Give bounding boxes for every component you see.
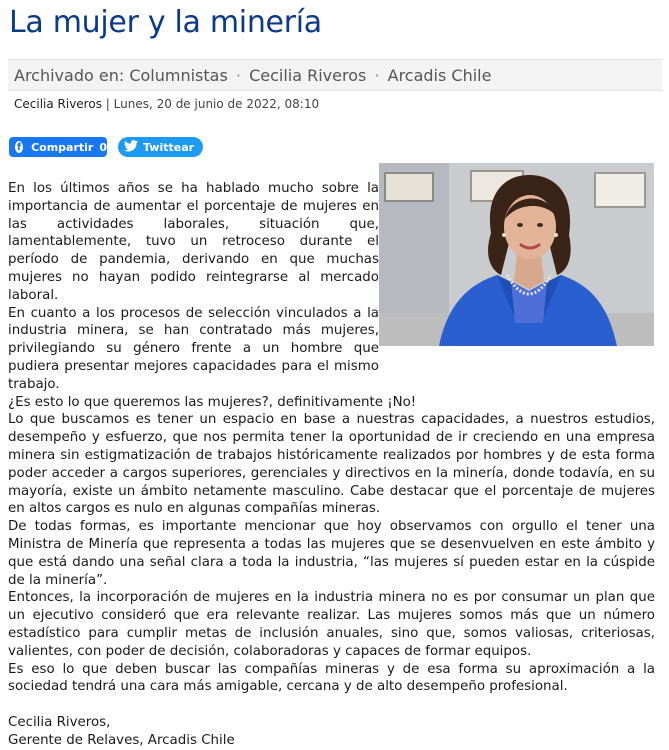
article-paragraph: Entonces, la incorporación de mujeres en la industria minera no es por consumar un plan que un ejecutivo consideró que era relevante realizar. Las mujeres somos más que un número estadístico para cumplir metas de inclusión anuales, sino que, somos valiosas, criteriosas, valientes, con poder de decisión, colaboradoras y capaces de formar equipos. <box>8 590 655 659</box>
page-title: La mujer y la minería <box>9 5 322 40</box>
twitter-share-button[interactable] <box>118 137 203 157</box>
author-name[interactable]: Cecilia Riveros <box>14 97 102 111</box>
tag-separator: · <box>374 66 380 85</box>
article-meta <box>14 97 319 111</box>
article-paragraph: ¿Es esto lo que queremos las mujeres?, definitivamente ¡No! <box>8 394 417 410</box>
facebook-share-label: Compartir <box>31 140 94 154</box>
article-paragraph: Es eso lo que deben buscar las compañías mineras y de esa forma su aproximación a la sociedad tendrá una cara más amigable, cercana y de alto desempeño profesional. <box>8 661 655 695</box>
tag-link-cecilia-riveros[interactable]: Cecilia Riveros <box>249 66 367 85</box>
facebook-share-button[interactable] <box>9 137 107 157</box>
facebook-share-count: 0 <box>99 140 107 154</box>
signature-role: Gerente de Relaves, Arcadis Chile <box>8 732 235 748</box>
twitter-share-label: Twittear <box>143 140 195 154</box>
facebook-icon: f <box>16 142 22 153</box>
tag-separator: · <box>235 66 241 85</box>
article-paragraph: Lo que buscamos es tener un espacio en base a nuestras capacidades, a nuestros estudios, desempeño y esfuerzo, que nos permita tener la oportunidad de ir creciendo en una empresa minera sin estigmatización de trabajos históricamente realizados por hombres y de esta forma poder acceder a cargos superiores, gerenciales y directivos en la minería, donde todavía, en su mayoría, existe un ámbito netamente masculino. Cabe destacar que el porcentaje de mujeres en altos cargos es nulo en algunas compañías mineras. <box>8 412 655 517</box>
archive-bar <box>8 59 662 91</box>
article-body <box>8 180 655 750</box>
article-paragraph: En los últimos años se ha hablado mucho sobre la importancia de aumentar el porcentaje de mujeres en las actividades laborales, situación que, lamentablemente, tuvo un retroceso durante el período de pandemia, derivando en que muchas mujeres no hayan podido reintegrarse al mercado laboral. <box>8 181 379 303</box>
twitter-bird-icon <box>124 140 138 155</box>
publish-date: Lunes, 20 de junio de 2022, 08:10 <box>113 97 320 111</box>
article-paragraph: En cuanto a los procesos de selección vinculados a la industria minera, se han contratado más mujeres, privilegiando su género frente a un hombre que pudiera presentar mejores capacidades para el mismo trabajo. <box>8 305 379 392</box>
meta-separator: | <box>105 97 110 111</box>
signature-name: Cecilia Riveros, <box>8 714 111 730</box>
archive-prefix: Archivado en: <box>14 66 125 85</box>
photo-spacer <box>379 180 655 370</box>
tag-link-arcadis-chile[interactable]: Arcadis Chile <box>387 66 492 85</box>
tag-link-columnistas[interactable]: Columnistas <box>129 66 228 85</box>
article-paragraph: De todas formas, es importante mencionar que hoy observamos con orgullo el tener una Ministra de Minería que representa a todas las mujeres que se desenvuelven en este ámbito y que está dando una señal clara a toda la industria, “las mujeres sí pueden estar en la cúspide de la minería”. <box>8 519 655 588</box>
